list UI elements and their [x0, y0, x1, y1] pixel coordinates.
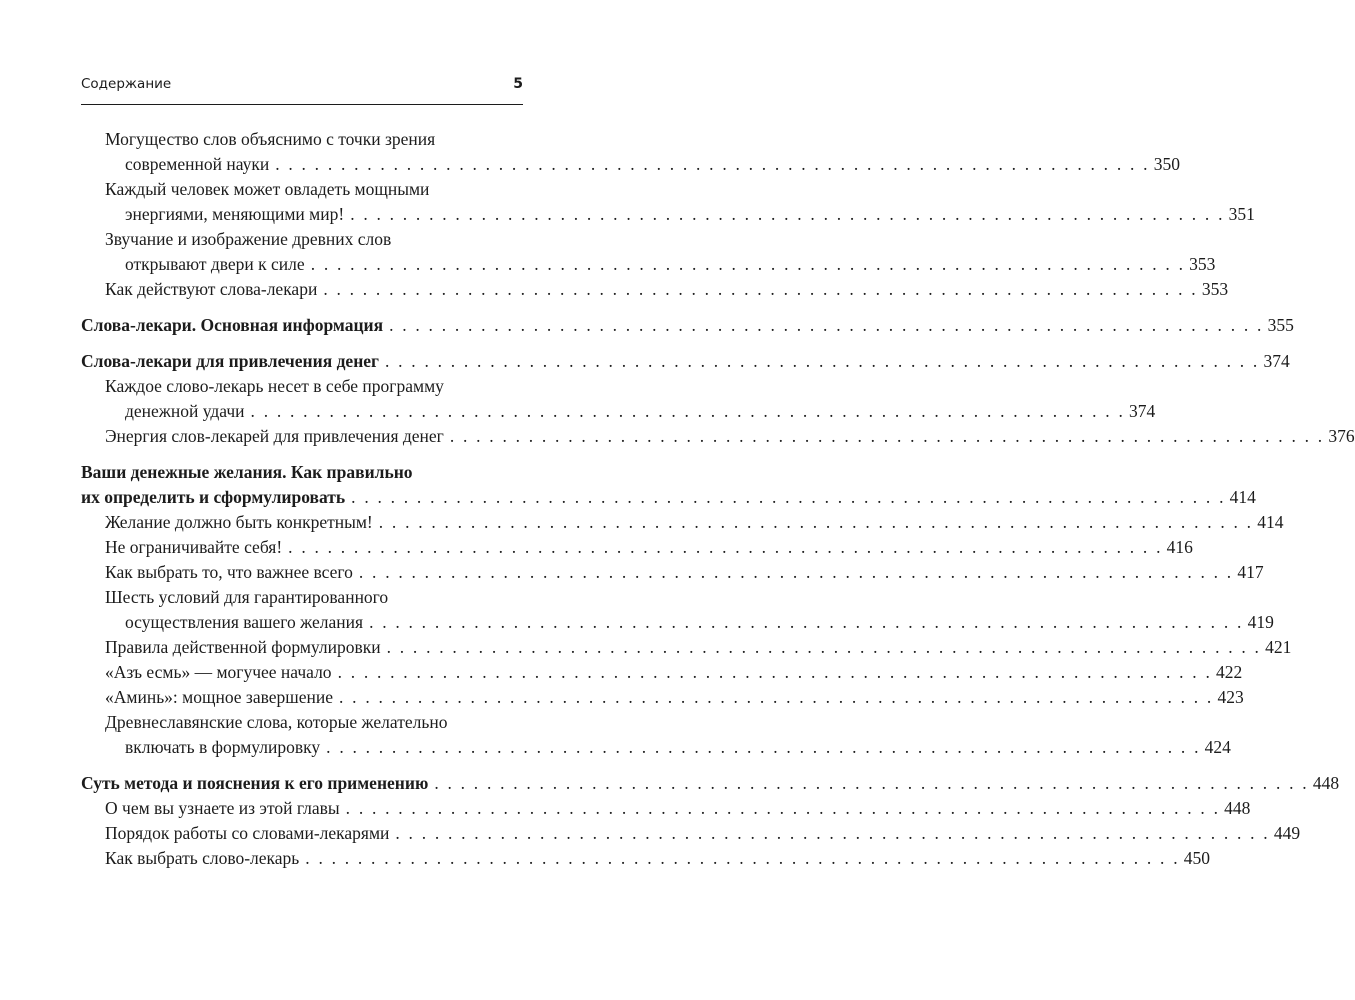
toc-entry[interactable] [81, 374, 1156, 424]
toc-page-number: 414 [1257, 512, 1284, 532]
toc-entry-text: «Азъ есмь» — могучее начало [105, 662, 332, 682]
dot-leader: . . . . . . . . . . . . . . . . . . . . . . . . . . . . . . . . . . . . . . . . . . . . . . . . . . . . . . . . . . . . . . . . . . . [339, 687, 1214, 707]
toc-entry[interactable] [81, 510, 1284, 535]
toc-page-number: 414 [1229, 487, 1256, 507]
toc-page-number: 424 [1204, 737, 1231, 757]
toc-entry-text: Желание должно быть конкретным! [105, 512, 373, 532]
toc-entry-text: «Аминь»: мощное завершение [105, 687, 334, 707]
toc-page-number: 419 [1247, 612, 1274, 632]
toc-entry[interactable] [81, 127, 1180, 177]
toc-page-number: 350 [1153, 154, 1180, 174]
toc-entry-text: Каждое слово-лекарь несет в себе программу [105, 376, 444, 396]
toc-chapter[interactable] [81, 460, 1256, 510]
dot-leader: . . . . . . . . . . . . . . . . . . . . . . . . . . . . . . . . . . . . . . . . . . . . . . . . . . . . . . . . . . . . . . . . . . . [358, 562, 1234, 582]
toc-chapter-text: Слова-лекари. Основная информация [81, 315, 384, 335]
dot-leader: . . . . . . . . . . . . . . . . . . . . . . . . . . . . . . . . . . . . . . . . . . . . . . . . . . . . . . . . . . . . . . . . . . . [350, 204, 1225, 224]
toc-page-number: 353 [1189, 254, 1216, 274]
toc-entry[interactable] [81, 535, 1193, 560]
toc-entry-text: открывают двери к силе [125, 254, 305, 274]
toc-entry[interactable] [81, 660, 1243, 685]
toc-entry-text: Как действуют слова-лекари [105, 279, 318, 299]
toc-entry-text: Энергия слов-лекарей для привлечения денег [105, 426, 444, 446]
toc-entry-text: Могущество слов объяснимо с точки зрения [105, 129, 436, 149]
toc-page-number: 448 [1224, 798, 1251, 818]
toc-page-number: 450 [1183, 848, 1211, 868]
dot-leader: . . . . . . . . . . . . . . . . . . . . . . . . . . . . . . . . . . . . . . . . . . . . . . . . . . . . . . . . . . . . . . . . . . . [386, 637, 1262, 657]
toc-page-number: 417 [1237, 562, 1264, 582]
dot-leader: . . . . . . . . . . . . . . . . . . . . . . . . . . . . . . . . . . . . . . . . . . . . . . . . . . . . . . . . . . . . . . . . . . . [351, 487, 1226, 507]
toc-entry[interactable] [81, 685, 1244, 710]
dot-leader: . . . . . . . . . . . . . . . . . . . . . . . . . . . . . . . . . . . . . . . . . . . . . . . . . . . . . . . . . . . . . . . . . . . [385, 351, 1260, 371]
dot-leader: . . . . . . . . . . . . . . . . . . . . . . . . . . . . . . . . . . . . . . . . . . . . . . . . . . . . . . . . . . . . . . . . . . . [275, 154, 1150, 174]
toc-entry[interactable] [81, 710, 1231, 760]
toc-chapter[interactable] [81, 349, 1290, 374]
toc-entry-text: денежной удачи [125, 401, 245, 421]
header-title: Содержание [81, 76, 172, 92]
toc-chapter[interactable] [81, 771, 1340, 796]
dot-leader: . . . . . . . . . . . . . . . . . . . . . . . . . . . . . . . . . . . . . . . . . . . . . . . . . . . . . . . . . . . . . . . . . . . [345, 798, 1221, 818]
dot-leader: . . . . . . . . . . . . . . . . . . . . . . . . . . . . . . . . . . . . . . . . . . . . . . . . . . . . . . . . . . . . . . . . . . . [250, 401, 1126, 421]
dot-leader: . . . . . . . . . . . . . . . . . . . . . . . . . . . . . . . . . . . . . . . . . . . . . . . . . . . . . . . . . . . . . . . . . . . [434, 773, 1309, 793]
toc-entry-text: Как выбрать слово-лекарь [105, 848, 300, 868]
header-rule [81, 104, 523, 105]
toc-entry[interactable] [81, 424, 1355, 449]
toc-entry-text: Звучание и изображение древних слов [105, 229, 392, 249]
toc-entry[interactable] [81, 227, 1216, 277]
dot-leader: . . . . . . . . . . . . . . . . . . . . . . . . . . . . . . . . . . . . . . . . . . . . . . . . . . . . . . . . . . . . . . . . . . . [389, 315, 1264, 335]
toc-entry[interactable] [81, 846, 1211, 871]
toc-page-number: 448 [1312, 773, 1340, 793]
toc-entry-text: современной науки [125, 154, 270, 174]
toc-chapter-text: Ваши денежные желания. Как правильно [81, 462, 413, 482]
dot-leader: . . . . . . . . . . . . . . . . . . . . . . . . . . . . . . . . . . . . . . . . . . . . . . . . . . . . . . . . . . . . . . . . . . . [305, 848, 1180, 868]
toc-entry[interactable] [81, 585, 1274, 635]
toc-chapter[interactable] [81, 313, 1294, 338]
dot-leader: . . . . . . . . . . . . . . . . . . . . . . . . . . . . . . . . . . . . . . . . . . . . . . . . . . . . . . . . . . . . . . . . . . . [378, 512, 1254, 532]
toc-entry-text: включать в формулировку [125, 737, 321, 757]
toc-chapter-text: Суть метода и пояснения к его применению [81, 773, 429, 793]
toc-entry-text: Правила действенной формулировки [105, 637, 381, 657]
toc-entry-text: осуществления вашего желания [125, 612, 364, 632]
toc-page-number: 449 [1273, 823, 1301, 843]
toc-page-number: 351 [1228, 204, 1255, 224]
toc-page-number: 353 [1201, 279, 1229, 299]
dot-leader: . . . . . . . . . . . . . . . . . . . . . . . . . . . . . . . . . . . . . . . . . . . . . . . . . . . . . . . . . . . . . . . . . . . [395, 823, 1270, 843]
page-number: 5 [513, 76, 523, 92]
dot-leader: . . . . . . . . . . . . . . . . . . . . . . . . . . . . . . . . . . . . . . . . . . . . . . . . . . . . . . . . . . . . . . . . . . . [449, 426, 1325, 446]
dot-leader: . . . . . . . . . . . . . . . . . . . . . . . . . . . . . . . . . . . . . . . . . . . . . . . . . . . . . . . . . . . . . . . . . . . [323, 279, 1198, 299]
running-header [81, 76, 523, 92]
toc-page-number: 422 [1216, 662, 1243, 682]
toc-page-number: 374 [1263, 351, 1290, 371]
toc-entry[interactable] [81, 177, 1255, 227]
toc-page-number: 374 [1129, 401, 1156, 421]
toc-entry[interactable] [81, 821, 1301, 846]
toc-entry[interactable] [81, 277, 1229, 302]
toc-page-number: 355 [1267, 315, 1294, 335]
toc-entry-text: О чем вы узнаете из этой главы [105, 798, 340, 818]
toc-entry-text: Порядок работы со словами-лекарями [105, 823, 390, 843]
toc-chapter-text: Слова-лекари для привлечения денег [81, 351, 379, 371]
toc-entry[interactable] [81, 635, 1292, 660]
toc-page-number: 416 [1166, 537, 1193, 557]
toc-entry-text: Каждый человек может овладеть мощными [105, 179, 430, 199]
toc-chapter-text: их определить и сформулировать [81, 487, 346, 507]
dot-leader: . . . . . . . . . . . . . . . . . . . . . . . . . . . . . . . . . . . . . . . . . . . . . . . . . . . . . . . . . . . . . . . . . . . [288, 537, 1163, 557]
dot-leader: . . . . . . . . . . . . . . . . . . . . . . . . . . . . . . . . . . . . . . . . . . . . . . . . . . . . . . . . . . . . . . . . . . . [310, 254, 1186, 274]
toc-page-number: 421 [1265, 637, 1292, 657]
toc-entry-text: Как выбрать то, что важнее всего [105, 562, 353, 582]
toc-entry[interactable] [81, 560, 1264, 585]
toc-entry-text: Древнеславянские слова, которые желательно [105, 712, 448, 732]
toc-page-number: 376 [1328, 426, 1355, 446]
toc-entry-text: Шесть условий для гарантированного [105, 587, 389, 607]
toc-entry-text: Не ограничивайте себя! [105, 537, 283, 557]
toc-entry-text: энергиями, меняющими мир! [125, 204, 345, 224]
dot-leader: . . . . . . . . . . . . . . . . . . . . . . . . . . . . . . . . . . . . . . . . . . . . . . . . . . . . . . . . . . . . . . . . . . . [326, 737, 1201, 757]
toc-entry[interactable] [81, 796, 1251, 821]
toc-page-number: 423 [1217, 687, 1244, 707]
dot-leader: . . . . . . . . . . . . . . . . . . . . . . . . . . . . . . . . . . . . . . . . . . . . . . . . . . . . . . . . . . . . . . . . . . . [369, 612, 1244, 632]
dot-leader: . . . . . . . . . . . . . . . . . . . . . . . . . . . . . . . . . . . . . . . . . . . . . . . . . . . . . . . . . . . . . . . . . . . [337, 662, 1213, 682]
table-of-contents [81, 127, 1355, 871]
